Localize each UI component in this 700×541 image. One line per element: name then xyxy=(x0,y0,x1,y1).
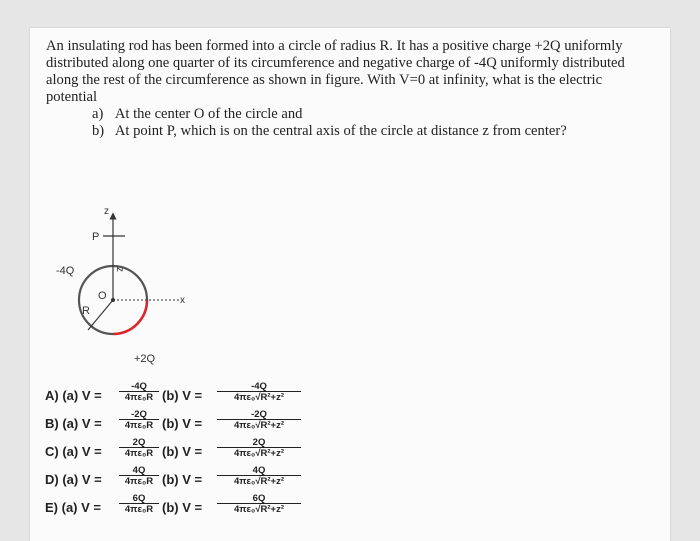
radius-label: R xyxy=(82,305,90,317)
option-a-fraction xyxy=(119,382,159,402)
option-b-key: (b) V = xyxy=(162,444,203,459)
positive-charge-arc xyxy=(113,300,147,334)
option-key: B) (a) V = xyxy=(45,416,102,431)
option-a-numerator: 2Q xyxy=(119,438,159,448)
question-page xyxy=(30,28,670,541)
option-b-denominator: 4πε₀√R²+z² xyxy=(233,476,285,487)
option-b-key: (b) V = xyxy=(162,472,203,487)
option-b-key: (b) V = xyxy=(162,500,203,515)
option-b-denominator: 4πε₀√R²+z² xyxy=(233,504,285,515)
option-b-key: (b) V = xyxy=(162,416,203,431)
part-a-label: a) xyxy=(92,106,104,122)
ring-charge-figure xyxy=(30,28,670,541)
x-axis-label: x xyxy=(180,295,185,306)
option-b-fraction xyxy=(217,466,301,486)
option-a-numerator: -4Q xyxy=(119,382,159,392)
option-a-denominator: 4πε₀R xyxy=(124,392,154,403)
option-a-numerator: 6Q xyxy=(119,494,159,504)
part-a-text: At the center O of the circle and xyxy=(114,106,303,122)
option-a-denominator: 4πε₀R xyxy=(124,476,154,487)
option-a-numerator: -2Q xyxy=(119,410,159,420)
option-a-denominator: 4πε₀R xyxy=(124,448,154,459)
option-b-denominator: 4πε₀√R²+z² xyxy=(233,392,285,403)
option-a-denominator: 4πε₀R xyxy=(124,504,154,515)
option-b-denominator: 4πε₀√R²+z² xyxy=(233,448,285,459)
option-b-numerator: -4Q xyxy=(217,382,301,392)
option-key: D) (a) V = xyxy=(45,472,102,487)
option-b-numerator: 4Q xyxy=(217,466,301,476)
option-a-numerator: 4Q xyxy=(119,466,159,476)
positive-charge-label: +2Q xyxy=(134,353,156,365)
option-b-fraction xyxy=(217,382,301,402)
option-a-fraction xyxy=(119,466,159,486)
option-a-fraction xyxy=(119,410,159,430)
option-key: A) (a) V = xyxy=(45,388,102,403)
z-axis-label: z xyxy=(104,206,109,217)
radius-line xyxy=(88,300,113,330)
option-a-denominator: 4πε₀R xyxy=(124,420,154,431)
option-b-fraction xyxy=(217,438,301,458)
center-o-label: O xyxy=(98,290,107,302)
option-b-numerator: -2Q xyxy=(217,410,301,420)
part-b-text: At point P, which is on the central axis of the circle at distance z from center? xyxy=(114,123,567,139)
option-b-key: (b) V = xyxy=(162,388,203,403)
z-distance-label: z xyxy=(114,267,125,272)
option-b-denominator: 4πε₀√R²+z² xyxy=(233,420,285,431)
option-b-fraction xyxy=(217,410,301,430)
negative-charge-label: -4Q xyxy=(56,265,75,277)
option-a-fraction xyxy=(119,494,159,514)
option-b-fraction xyxy=(217,494,301,514)
option-a-fraction xyxy=(119,438,159,458)
option-b-numerator: 6Q xyxy=(217,494,301,504)
option-b-numerator: 2Q xyxy=(217,438,301,448)
point-p-label: P xyxy=(92,231,100,243)
part-b-label: b) xyxy=(92,123,105,139)
problem-stem: An insulating rod has been formed into a circle of radius R. It has a positive charge +2Q uniformly distributed along one quarter of its circumference and negative charge of -4Q uniformly distributed along the rest of the circumference as shown in figure. With V=0 at infinity, what is the electric potential xyxy=(46,38,625,105)
center-o xyxy=(111,298,115,302)
option-key: E) (a) V = xyxy=(45,500,101,515)
option-key: C) (a) V = xyxy=(45,444,102,459)
